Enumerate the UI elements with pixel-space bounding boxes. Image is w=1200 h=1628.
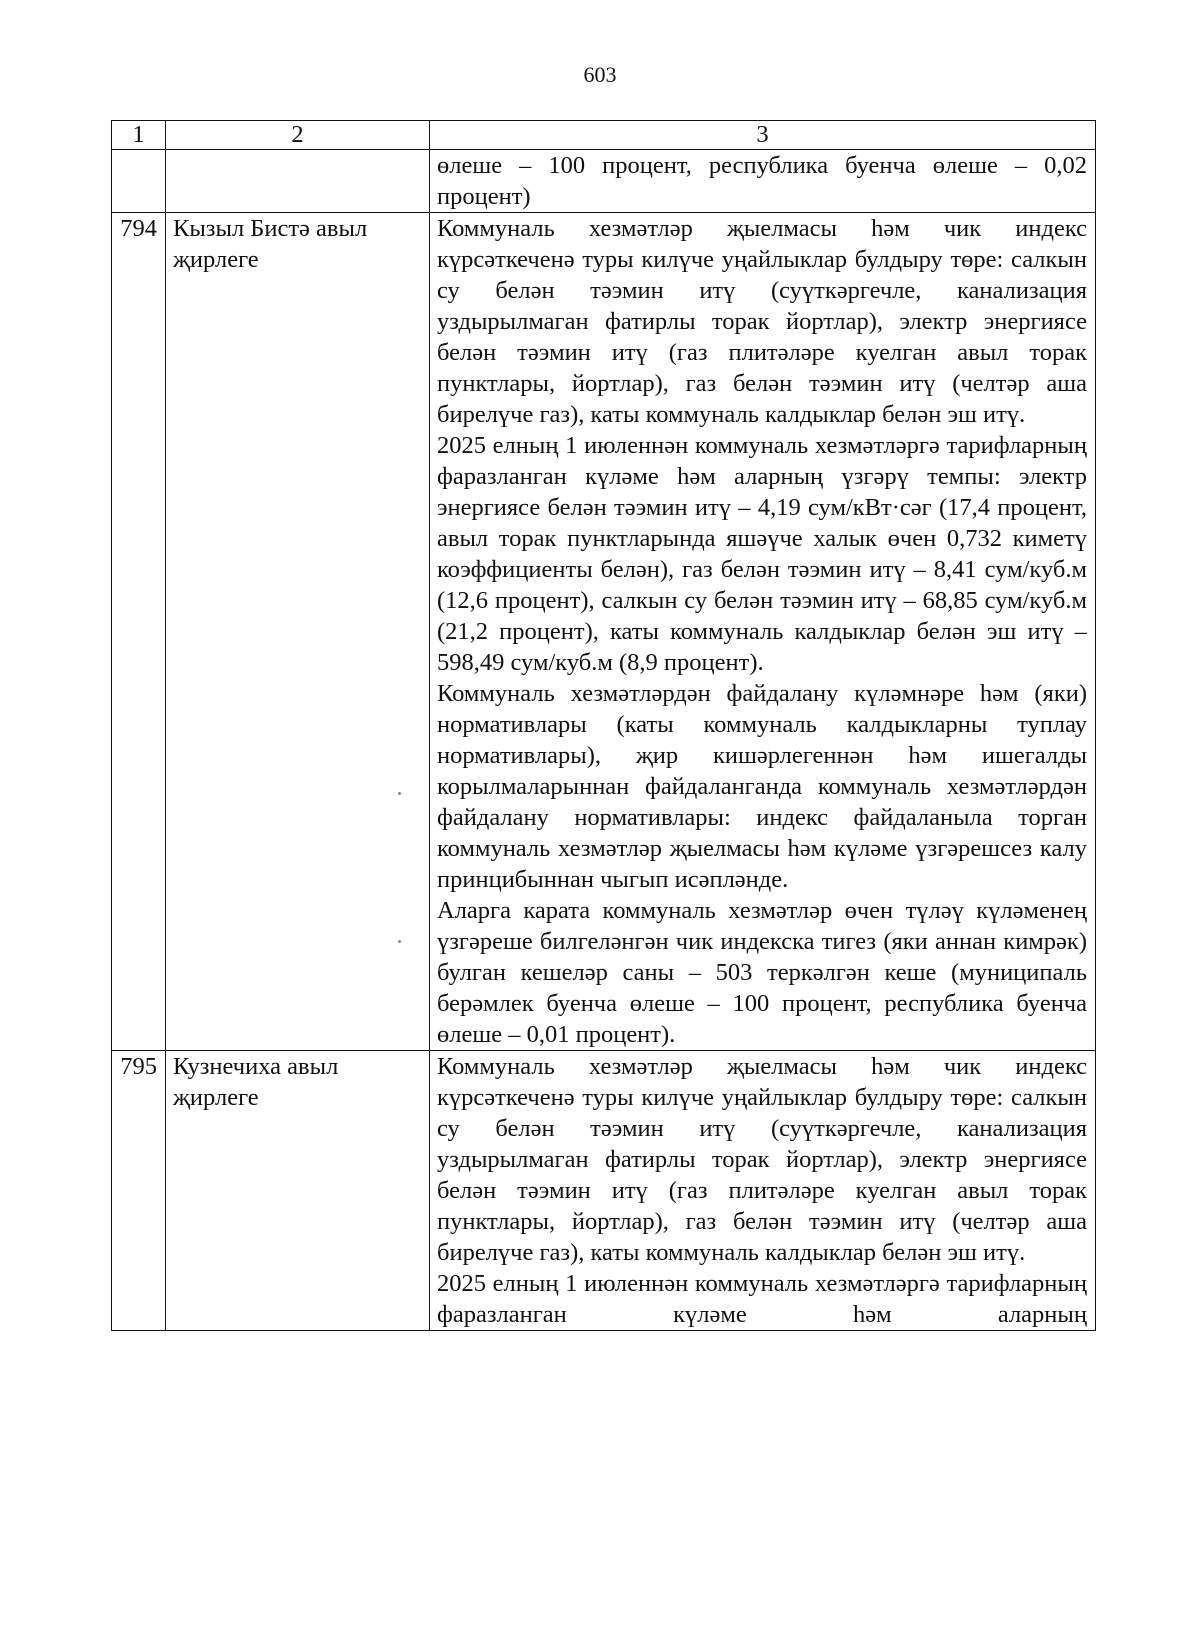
tariff-table <box>111 120 1096 1331</box>
scan-speck <box>398 940 401 943</box>
continuation-text: өлеше – 100 процент, республика буенча өлеше – 0,02 процент) <box>430 150 1096 213</box>
row-description <box>430 213 1096 1051</box>
table-row-795 <box>112 1051 1096 1331</box>
header-col-3: 3 <box>430 121 1096 150</box>
scan-speck <box>398 792 401 795</box>
row-number: 795 <box>112 1051 166 1331</box>
continuation-place-cell <box>166 150 430 213</box>
paragraph: Коммуналь хезмәтләрдән файдалану күләмнәре һәм (яки) нормативлары (каты коммуналь калдыкларны туплау нормативлары), җир кишәрлегеннән һәм ишегалды корылмаларыннан файдаланганда коммуналь хезмәтләрдән файдалану нормативлары: индекс файдаланыла торган коммуналь хезмәтләр җыелмасы һәм күләме үзгәрешсез калу принцибыннан чыгып исәпләнде. <box>437 680 1087 893</box>
table-header-row <box>112 121 1096 150</box>
settlement-name: Кызыл Бистә авыл җирлеге <box>166 213 430 1051</box>
paragraph: Аларга карата коммуналь хезмәтләр өчен түләү күләменең үзгәреше билгеләнгән чик индекска тигез (яки аннан кимрәк) булган кешеләр саны – 503 теркәлгән кеше (муниципаль берәмлек буенча өлеше – 100 процент, республика буенча өлеше – 0,01 процент). <box>437 897 1087 1048</box>
paragraph: 2025 елның 1 июленнән коммуналь хезмәтләргә тарифларның фаразланган күләме һәм аларның <box>437 1270 1087 1328</box>
header-col-2: 2 <box>166 121 430 150</box>
continuation-row <box>112 150 1096 213</box>
row-description <box>430 1051 1096 1331</box>
settlement-name: Кузнечиха авыл җирлеге <box>166 1051 430 1331</box>
paragraph: 2025 елның 1 июленнән коммуналь хезмәтләргә тарифларның фаразланган күләме һәм аларның үзгәрү темпы: электр энергиясе белән тәэмин итү – 4,19 сум/кВт·сәг (17,4 процент, авыл торак пунктларында яшәүче халык өчен 0,732 киметү коэффициенты белән), газ белән тәэмин итү – 8,41 сум/куб.м (12,6 процент), салкын су белән тәэмин итү – 68,85 сум/куб.м (21,2 процент), каты коммуналь калдыклар белән эш итү – 598,49 сум/куб.м (8,9 процент). <box>437 432 1087 676</box>
paragraph: Коммуналь хезмәтләр җыелмасы һәм чик индекс күрсәткеченә туры килүче уңайлыклар булдыру төре: салкын су белән тәэмин итү (суүткәргечле, канализация уздырылмаган фатирлы торак йортлар), электр энергиясе белән тәэмин итү (газ плитәләре куелган авыл торак пунктлары, йортлар), газ белән тәэмин итү (челтәр аша бирелүче газ), каты коммуналь калдыклар белән эш итү. <box>437 215 1087 428</box>
table-row-794 <box>112 213 1096 1051</box>
paragraph: Коммуналь хезмәтләр җыелмасы һәм чик индекс күрсәткеченә туры килүче уңайлыклар булдыру төре: салкын су белән тәэмин итү (суүткәргечле, канализация уздырылмаган фатирлы торак йортлар), электр энергиясе белән тәэмин итү (газ плитәләре куелган авыл торак пунктлары, йортлар), газ белән тәэмин итү (челтәр аша бирелүче газ), каты коммуналь калдыклар белән эш итү. <box>437 1053 1087 1266</box>
header-col-1: 1 <box>112 121 166 150</box>
row-number: 794 <box>112 213 166 1051</box>
page-number: 603 <box>583 62 617 87</box>
continuation-num-cell <box>112 150 166 213</box>
